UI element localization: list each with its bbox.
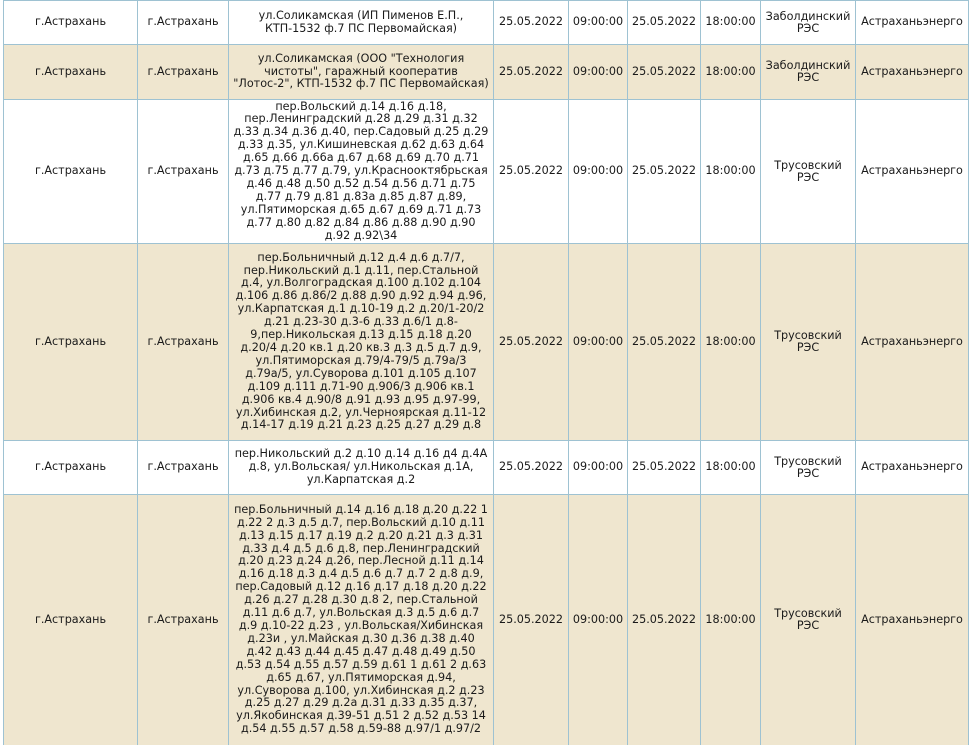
district-cell: г.Астрахань <box>4 45 138 100</box>
table-row <box>4 45 969 100</box>
address-cell: пер.Никольский д.2 д.10 д.14 д.16 д4 д.4А д.8, ул.Вольская/ ул.Никольская д.1А, ул.Карпатская д.2 <box>229 441 494 495</box>
res-cell: Трусовский РЭС <box>761 495 856 745</box>
locality-cell: г.Астрахань <box>138 45 229 100</box>
start-date-cell: 25.05.2022 <box>494 45 569 100</box>
district-cell: г.Астрахань <box>4 441 138 495</box>
district-cell: г.Астрахань <box>4 244 138 441</box>
address-cell: пер.Больничный д.14 д.16 д.18 д.20 д.22 1 д.22 2 д.3 д.5 д.7, пер.Вольский д.10 д.11 д.13 д.15 д.17 д.19 д.2 д.20 д.21 д.3 д.31 д.33 д.4 д.5 д.6 д.8, пер.Ленинградский д.20 д.23 д.24 д.26, пер.Лесной д.11 д.14 д.16 д.18 д.3 д.4 д.5 д.6 д.7 д.7 2 д.8 д.9, пер.Садовый д.12 д.16 д.17 д.18 д.20 д.22 д.26 д.27 д.28 д.30 д.8 2, пер.Стальной д.11 д.6 д.7, ул.Вольская д.3 д.5 д.6 д.7 д.9 д.10-22 д.23 , ул.Вольская/Хибинская д.23и , ул.Майская д.30 д.36 д.38 д.40 д.42 д.43 д.44 д.45 д.47 д.48 д.49 д.50 д.53 д.54 д.55 д.57 д.59 д.61 1 д.61 2 д.63 д.65 д.67, ул.Пятиморская д.94, ул.Суворова д.100, ул.Хибинская д.2 д.23 д.25 д.27 д.29 д.2а д.31 д.33 д.35 д.37, ул.Якобинская д.39-51 д.51 2 д.52 д.53 14 д.54 д.55 д.57 д.58 д.59-88 д.97/1 д.97/2 <box>229 495 494 745</box>
locality-cell: г.Астрахань <box>138 1 229 45</box>
locality-cell: г.Астрахань <box>138 495 229 745</box>
table-row <box>4 495 969 745</box>
start-date-cell: 25.05.2022 <box>494 441 569 495</box>
start-time-cell: 09:00:00 <box>569 45 628 100</box>
end-time-cell: 18:00:00 <box>701 45 761 100</box>
end-date-cell: 25.05.2022 <box>628 244 701 441</box>
res-cell: Трусовский РЭС <box>761 100 856 244</box>
res-cell: Трусовский РЭС <box>761 244 856 441</box>
address-cell: ул.Соликамская (ООО "Технология чистоты", гаражный кооператив "Лотос-2", КТП-1532 ф.7 ПС Первомайская) <box>229 45 494 100</box>
locality-cell: г.Астрахань <box>138 441 229 495</box>
start-time-cell: 09:00:00 <box>569 441 628 495</box>
end-time-cell: 18:00:00 <box>701 441 761 495</box>
start-time-cell: 09:00:00 <box>569 495 628 745</box>
company-cell: Астраханьэнерго <box>856 100 969 244</box>
table-row <box>4 244 969 441</box>
res-cell: Трусовский РЭС <box>761 441 856 495</box>
start-date-cell: 25.05.2022 <box>494 244 569 441</box>
table-row <box>4 100 969 244</box>
outage-table <box>3 0 969 745</box>
res-cell: Заболдинский РЭС <box>761 45 856 100</box>
end-date-cell: 25.05.2022 <box>628 495 701 745</box>
district-cell: г.Астрахань <box>4 1 138 45</box>
start-time-cell: 09:00:00 <box>569 1 628 45</box>
start-date-cell: 25.05.2022 <box>494 100 569 244</box>
district-cell: г.Астрахань <box>4 100 138 244</box>
start-time-cell: 09:00:00 <box>569 244 628 441</box>
end-time-cell: 18:00:00 <box>701 100 761 244</box>
company-cell: Астраханьэнерго <box>856 244 969 441</box>
end-time-cell: 18:00:00 <box>701 244 761 441</box>
end-time-cell: 18:00:00 <box>701 495 761 745</box>
end-date-cell: 25.05.2022 <box>628 100 701 244</box>
table-row <box>4 441 969 495</box>
company-cell: Астраханьэнерго <box>856 45 969 100</box>
company-cell: Астраханьэнерго <box>856 441 969 495</box>
company-cell: Астраханьэнерго <box>856 495 969 745</box>
address-cell: пер.Больничный д.12 д.4 д.6 д.7/7, пер.Никольский д.1 д.11, пер.Стальной д.4, ул.Волгоградская д.100 д.102 д.104 д.106 д.86 д.86/2 д.88 д.90 д.92 д.94 д.96, ул.Карпатская д.1 д.10-19 д.2 д.20/1-20/2 д.21 д.23-30 д.3-6 д.33 д.6/1 д.8-9,пер.Никольская д.13 д.15 д.18 д.20 д.20/4 д.20 кв.1 д.20 кв.3 д.3 д.5 д.7 д.9, ул.Пятиморская д.79/4-79/5 д.79а/3 д.79а/5, ул.Суворова д.101 д.105 д.107 д.109 д.111 д.71-90 д.906/3 д.906 кв.1 д.906 кв.4 д.90/8 д.91 д.93 д.95 д.97-99, ул.Хибинская д.2, ул.Черноярская д.11-12 д.14-17 д.19 д.21 д.23 д.25 д.27 д.29 д.8 <box>229 244 494 441</box>
end-time-cell: 18:00:00 <box>701 1 761 45</box>
end-date-cell: 25.05.2022 <box>628 1 701 45</box>
locality-cell: г.Астрахань <box>138 244 229 441</box>
end-date-cell: 25.05.2022 <box>628 45 701 100</box>
start-date-cell: 25.05.2022 <box>494 1 569 45</box>
end-date-cell: 25.05.2022 <box>628 441 701 495</box>
res-cell: Заболдинский РЭС <box>761 1 856 45</box>
start-date-cell: 25.05.2022 <box>494 495 569 745</box>
address-cell: ул.Соликамская (ИП Пименов Е.П., КТП-1532 ф.7 ПС Первомайская) <box>229 1 494 45</box>
address-cell: пер.Вольский д.14 д.16 д.18, пер.Ленинградский д.28 д.29 д.31 д.32 д.33 д.34 д.36 д.40, пер.Садовый д.25 д.29 д.33 д.35, ул.Кишиневская д.62 д.63 д.64 д.65 д.66 д.66а д.67 д.68 д.69 д.70 д.71 д.73 д.75 д.77 д.79, ул.Краснооктябрьская д.46 д.48 д.50 д.52 д.54 д.56 д.71 д.75 д.77 д.79 д.81 д.83а д.85 д.87 д.89, ул.Пятиморская д.65 д.67 д.69 д.71 д.73 д.77 д.80 д.82 д.84 д.86 д.88 д.90 д.90 д.92 д.92\34 <box>229 100 494 244</box>
table-row <box>4 1 969 45</box>
company-cell: Астраханьэнерго <box>856 1 969 45</box>
locality-cell: г.Астрахань <box>138 100 229 244</box>
district-cell: г.Астрахань <box>4 495 138 745</box>
start-time-cell: 09:00:00 <box>569 100 628 244</box>
